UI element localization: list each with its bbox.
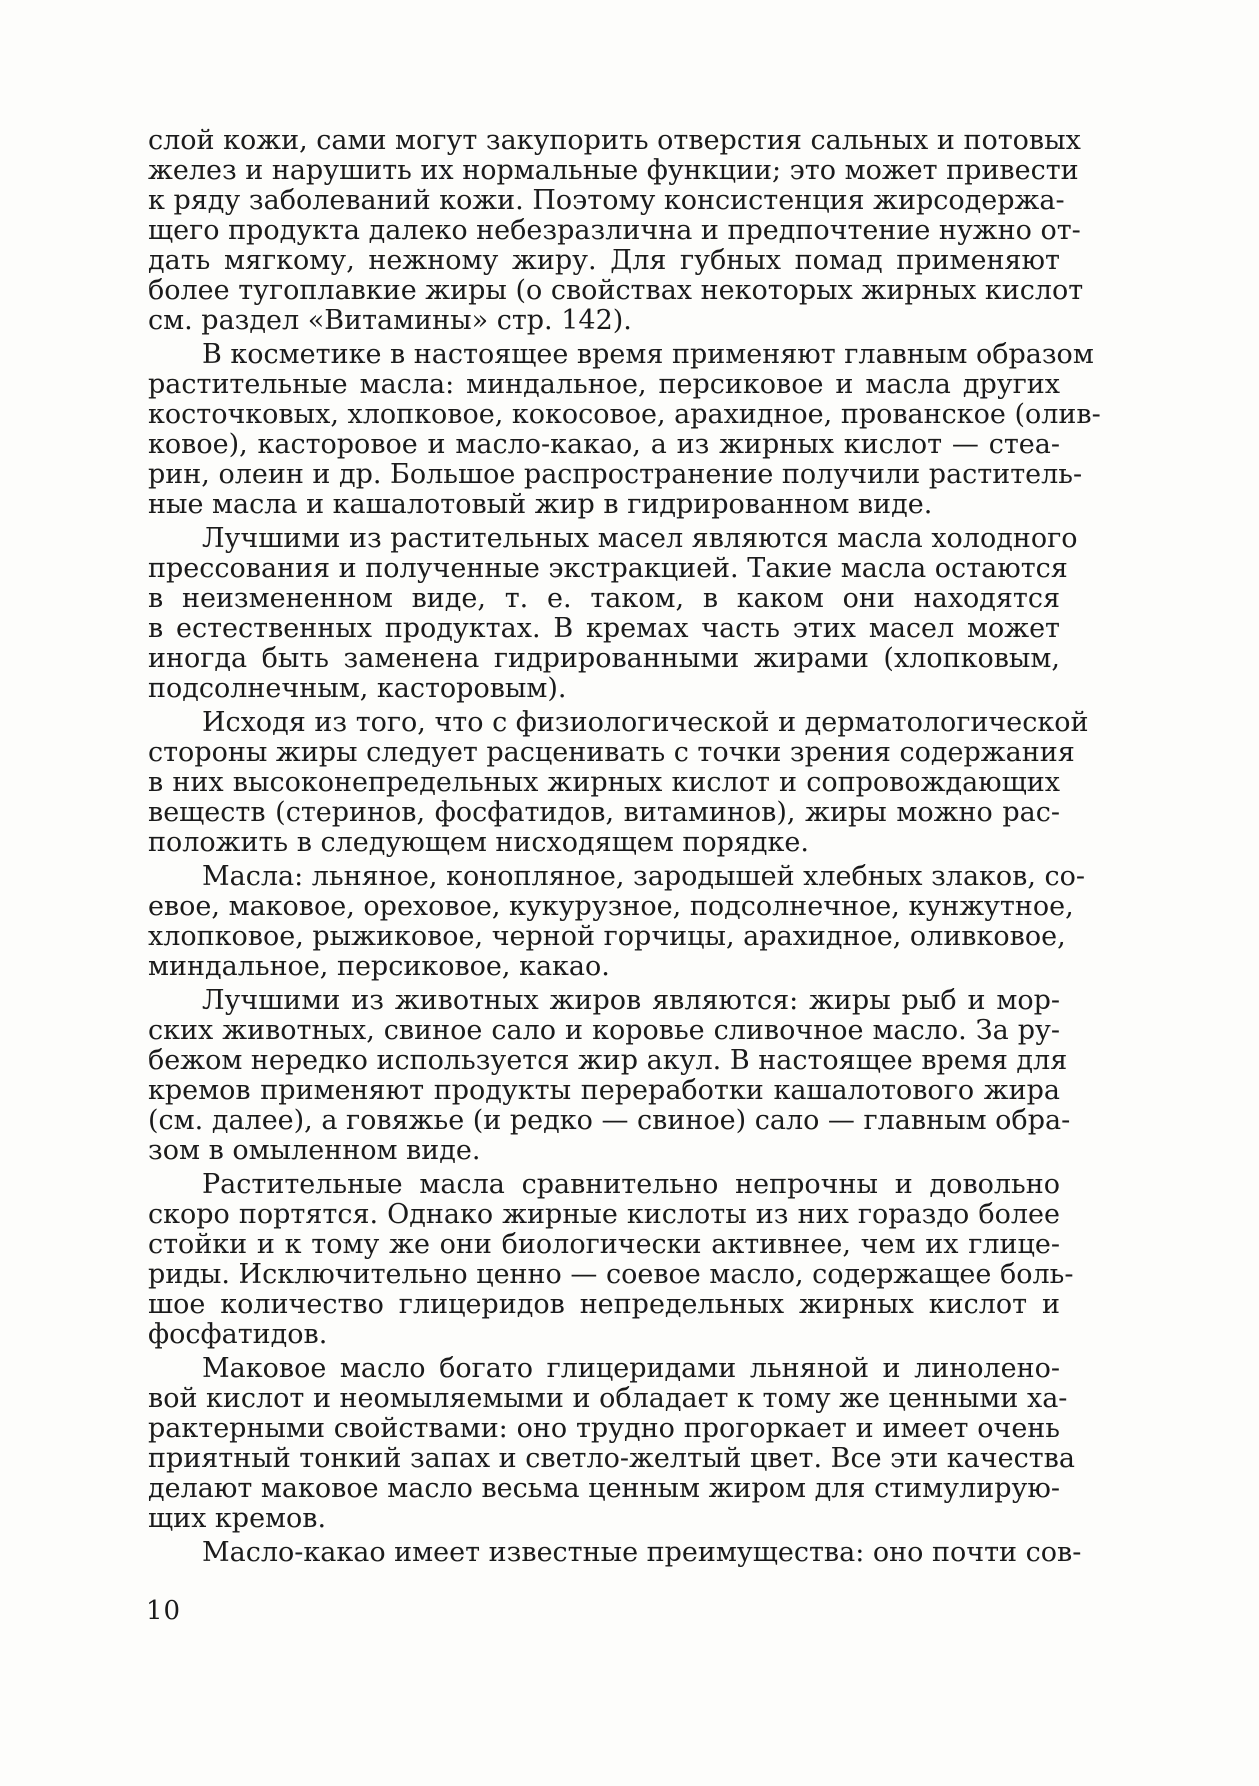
text-line: фосфатидов.: [148, 1319, 328, 1350]
text-line: щих кремов.: [148, 1503, 327, 1534]
text-line: Масло-какао имеет известные преимущества: оно почти сов-: [148, 1537, 1082, 1568]
text-line: Маковое масло богато глицеридами льняной и линолено-: [148, 1353, 1060, 1384]
text-line: рин, олеин и др. Большое распространение получили раститель-: [148, 459, 1083, 490]
text-line: слой кожи, сами могут закупорить отверстия сальных и потовых: [148, 125, 1081, 156]
page-body: [148, 125, 1101, 1572]
paragraph: [148, 1353, 1075, 1534]
text-line: см. раздел «Витамины» стр. 142).: [148, 305, 632, 336]
text-line: веществ (стеринов, фосфатидов, витаминов), жиры можно рас-: [148, 797, 1060, 828]
paragraph: [148, 707, 1089, 858]
text-line: в неизмененном виде, т. е. таком, в каком они находятся: [148, 583, 1060, 614]
paragraph: [148, 1537, 1082, 1568]
text-line: косточковых, хлопковое, кокосовое, арахидное, прованское (олив-: [148, 399, 1101, 430]
text-line: ные масла и кашалотовый жир в гидрированном виде.: [148, 489, 933, 520]
text-line: прессования и полученные экстракцией. Такие масла остаются: [148, 553, 1068, 584]
text-line: положить в следующем нисходящем порядке.: [148, 827, 809, 858]
text-line: приятный тонкий запах и светло-желтый цвет. Все эти качества: [148, 1443, 1075, 1474]
text-line: щего продукта далеко небезразлична и предпочтение нужно от-: [148, 215, 1081, 246]
text-line: в них высоконепредельных жирных кислот и сопровождающих: [148, 767, 1060, 798]
paragraph: [148, 523, 1078, 704]
text-line: рактерными свойствами: оно трудно прогоркает и имеет очень: [148, 1413, 1060, 1444]
text-line: Лучшими из растительных масел являются масла холодного: [148, 523, 1078, 554]
paragraph: [148, 339, 1101, 520]
paragraph: [148, 985, 1071, 1166]
text-line: Лучшими из животных жиров являются: жиры рыб и мор-: [148, 985, 1060, 1016]
paragraph: [148, 861, 1086, 982]
text-line: хлопковое, рыжиковое, черной горчицы, арахидное, оливковое,: [148, 921, 1066, 952]
text-line: в естественных продуктах. В кремах часть этих масел может: [148, 613, 1060, 644]
text-line: бежом нередко используется жир акул. В настоящее время для: [148, 1045, 1068, 1076]
text-line: миндальное, персиковое, какао.: [148, 951, 610, 982]
text-line: иногда быть заменена гидрированными жирами (хлопковым,: [148, 643, 1060, 674]
text-line: вой кислот и неомыляемыми и обладает к тому же ценными ха-: [148, 1383, 1068, 1414]
text-line: В косметике в настоящее время применяют главным образом: [148, 339, 1094, 370]
text-line: стороны жиры следует расценивать с точки зрения содержания: [148, 737, 1075, 768]
text-line: (см. далее), а говяжье (и редко — свиное) сало — главным обра-: [148, 1105, 1071, 1136]
paragraph: [148, 1169, 1074, 1350]
text-line: подсолнечным, касторовым).: [148, 673, 567, 704]
text-line: Растительные масла сравнительно непрочны и довольно: [148, 1169, 1060, 1200]
page-number: 10: [146, 1596, 182, 1626]
text-line: ских животных, свиное сало и коровье сливочное масло. За ру-: [148, 1015, 1060, 1046]
text-line: Масла: льняное, конопляное, зародышей хлебных злаков, со-: [148, 861, 1086, 892]
paragraph: [148, 125, 1084, 336]
text-line: ковое), касторовое и масло-какао, а из жирных кислот — стеа-: [148, 429, 1060, 460]
text-line: дать мягкому, нежному жиру. Для губных помад применяют: [148, 245, 1060, 276]
text-line: зом в омыленном виде.: [148, 1135, 481, 1166]
text-line: растительные масла: миндальное, персиковое и масла других: [148, 369, 1060, 400]
text-line: делают маковое масло весьма ценным жиром для стимулирую-: [148, 1473, 1060, 1504]
text-line: шое количество глицеридов непредельных жирных кислот и: [148, 1289, 1060, 1320]
text-line: Исходя из того, что с физиологической и дерматологической: [148, 707, 1089, 738]
text-line: к ряду заболеваний кожи. Поэтому консистенция жирсодержа-: [148, 185, 1065, 216]
text-line: желез и нарушить их нормальные функции; это может привести: [148, 155, 1079, 186]
text-line: стойки и к тому же они биологически активнее, чем их глице-: [148, 1229, 1060, 1260]
text-line: кремов применяют продукты переработки кашалотового жира: [148, 1075, 1060, 1106]
text-line: риды. Исключительно ценно — соевое масло, содержащее боль-: [148, 1259, 1074, 1290]
text-line: скоро портятся. Однако жирные кислоты из них гораздо более: [148, 1199, 1060, 1230]
text-line: более тугоплавкие жиры (о свойствах некоторых жирных кислот: [148, 275, 1084, 306]
text-line: евое, маковое, ореховое, кукурузное, подсолнечное, кунжутное,: [148, 891, 1074, 922]
